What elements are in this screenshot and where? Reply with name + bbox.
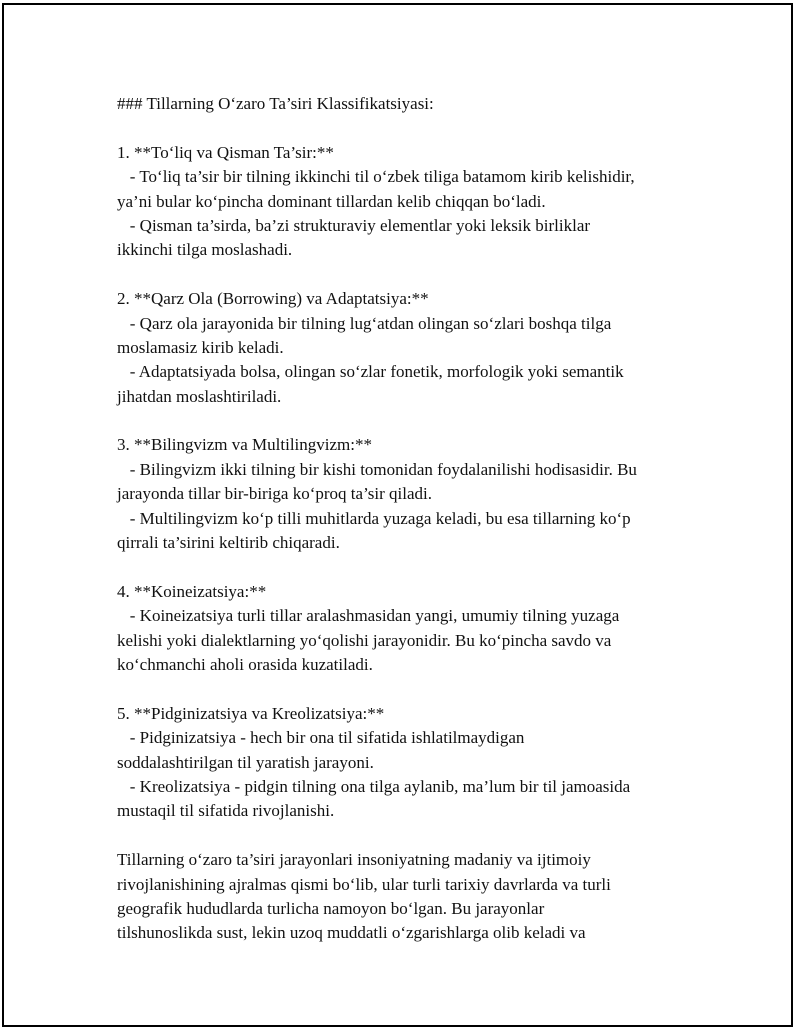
section-5 bbox=[117, 702, 717, 824]
section-title: 3. **Bilingvizm va Multilingvizm:** bbox=[117, 435, 372, 455]
section-1 bbox=[117, 141, 717, 263]
paragraph-line: Tillarning o‘zaro ta’siri jarayonlari insoniyatning madaniy va ijtimoiy bbox=[117, 850, 591, 870]
document-body bbox=[117, 92, 717, 946]
spacer bbox=[117, 555, 717, 579]
paragraph-line: tilshunoslikda sust, lekin uzoq muddatli o‘zgarishlarga olib keladi va bbox=[117, 923, 586, 943]
section-3 bbox=[117, 433, 717, 555]
section-title: 1. **To‘liq va Qisman Ta’sir:** bbox=[117, 142, 334, 162]
section-title: 5. **Pidginizatsiya va Kreolizatsiya:** bbox=[117, 703, 385, 723]
section-line: ikkinchi tilga moslashadi. bbox=[117, 240, 293, 260]
section-line: mustaqil til sifatida rivojlanishi. bbox=[117, 801, 335, 821]
section-4 bbox=[117, 580, 717, 678]
section-line: - Bilingvizm ikki tilning bir kishi tomonidan foydalanilishi hodisasidir. Bu bbox=[117, 459, 637, 479]
section-line: - Qisman ta’sirda, ba’zi strukturaviy elementlar yoki leksik birliklar bbox=[117, 215, 591, 235]
section-line: soddalashtirilgan til yaratish jarayoni. bbox=[117, 752, 374, 772]
section-line: jihatdan moslashtiriladi. bbox=[117, 386, 282, 406]
spacer bbox=[117, 409, 717, 433]
spacer bbox=[117, 263, 717, 287]
section-line: - Koineizatsiya turli tillar aralashmasidan yangi, umumiy tilning yuzaga bbox=[117, 606, 620, 626]
spacer bbox=[117, 677, 717, 701]
section-line: kelishi yoki dialektlarning yo‘qolishi jarayonidir. Bu ko‘pincha savdo va bbox=[117, 630, 612, 650]
section-line: - Kreolizatsiya - pidgin tilning ona tilga aylanib, ma’lum bir til jamoasida bbox=[117, 776, 631, 796]
spacer bbox=[117, 116, 717, 140]
section-2 bbox=[117, 287, 717, 409]
section-title: 4. **Koineizatsiya:** bbox=[117, 581, 267, 601]
section-line: jarayonda tillar bir-biriga ko‘proq ta’sir qiladi. bbox=[117, 484, 433, 504]
conclusion-paragraph bbox=[117, 848, 717, 946]
section-line: ya’ni bular ko‘pincha dominant tillardan kelib chiqqan bo‘ladi. bbox=[117, 191, 546, 211]
section-line: - Multilingvizm ko‘p tilli muhitlarda yuzaga keladi, bu esa tillarning ko‘p bbox=[117, 508, 631, 528]
spacer bbox=[117, 824, 717, 848]
section-line: ko‘chmanchi aholi orasida kuzatiladi. bbox=[117, 654, 373, 674]
section-line: moslamasiz kirib keladi. bbox=[117, 337, 284, 357]
paragraph-line: rivojlanishining ajralmas qismi bo‘lib, ular turli tarixiy davrlarda va turli bbox=[117, 874, 611, 894]
paragraph-line: geografik hududlarda turlicha namoyon bo‘lgan. Bu jarayonlar bbox=[117, 898, 545, 918]
section-line: qirrali ta’sirini keltirib chiqaradi. bbox=[117, 533, 340, 553]
section-title: 2. **Qarz Ola (Borrowing) va Adaptatsiya:** bbox=[117, 289, 429, 309]
document-heading: ### Tillarning O‘zaro Ta’siri Klassifikatsiyasi: bbox=[117, 94, 434, 113]
section-line: - Adaptatsiyada bolsa, olingan so‘zlar fonetik, morfologik yoki semantik bbox=[117, 362, 624, 382]
section-line: - To‘liq ta’sir bir tilning ikkinchi til o‘zbek tiliga batamom kirib kelishidir, bbox=[117, 167, 635, 187]
section-line: - Qarz ola jarayonida bir tilning lug‘atdan olingan so‘zlari boshqa tilga bbox=[117, 313, 612, 333]
section-line: - Pidginizatsiya - hech bir ona til sifatida ishlatilmaydigan bbox=[117, 728, 525, 748]
